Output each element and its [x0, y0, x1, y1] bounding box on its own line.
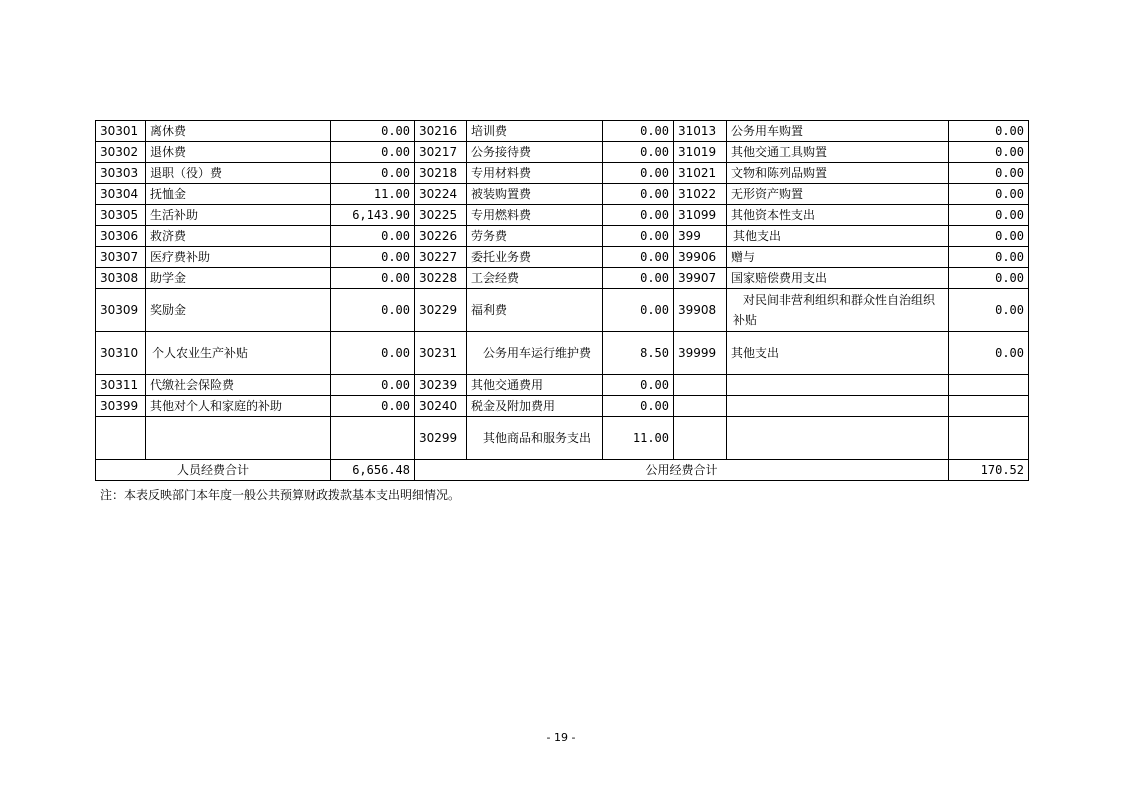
- item-name-cell: 公务用车运行维护费: [467, 332, 603, 375]
- public-total-label: 公用经费合计: [415, 460, 949, 481]
- amount-cell: 0.00: [603, 163, 674, 184]
- page-number: - 19 -: [546, 731, 576, 744]
- code-cell: 31019: [674, 142, 727, 163]
- code-cell: 30225: [415, 205, 467, 226]
- code-cell: 30308: [96, 268, 146, 289]
- code-cell: 30305: [96, 205, 146, 226]
- table-row: [96, 396, 1029, 417]
- amount-cell: 0.00: [949, 289, 1029, 332]
- amount-cell: 0.00: [603, 142, 674, 163]
- table-row: [96, 226, 1029, 247]
- code-cell: 30226: [415, 226, 467, 247]
- amount-cell: 0.00: [331, 289, 415, 332]
- code-cell: [674, 375, 727, 396]
- table-row: [96, 247, 1029, 268]
- code-cell: 30304: [96, 184, 146, 205]
- amount-cell: 0.00: [949, 142, 1029, 163]
- code-cell: 30306: [96, 226, 146, 247]
- amount-cell: 0.00: [603, 226, 674, 247]
- item-name-cell: 福利费: [467, 289, 603, 332]
- item-name-cell: [727, 375, 949, 396]
- amount-cell: 0.00: [331, 247, 415, 268]
- amount-cell: 8.50: [603, 332, 674, 375]
- item-name-cell: 生活补助: [146, 205, 331, 226]
- code-cell: 30299: [415, 417, 467, 460]
- code-cell: 30303: [96, 163, 146, 184]
- item-name-cell: 其他交通费用: [467, 375, 603, 396]
- code-cell: 30240: [415, 396, 467, 417]
- item-name-cell: 个人农业生产补贴: [146, 332, 331, 375]
- public-total-value: 170.52: [949, 460, 1029, 481]
- table-row: [96, 417, 1029, 460]
- amount-cell: 0.00: [949, 205, 1029, 226]
- amount-cell: 11.00: [603, 417, 674, 460]
- amount-cell: 0.00: [603, 205, 674, 226]
- amount-cell: 0.00: [949, 247, 1029, 268]
- code-cell: 30310: [96, 332, 146, 375]
- amount-cell: [949, 375, 1029, 396]
- code-cell: 30228: [415, 268, 467, 289]
- table-note: 注：本表反映部门本年度一般公共预算财政拨款基本支出明细情况。: [100, 488, 461, 502]
- item-name-cell: [727, 396, 949, 417]
- item-name-cell: 文物和陈列品购置: [727, 163, 949, 184]
- code-cell: 30311: [96, 375, 146, 396]
- amount-cell: 0.00: [603, 268, 674, 289]
- personnel-total-value: 6,656.48: [331, 460, 415, 481]
- item-name-cell: [727, 417, 949, 460]
- amount-cell: 0.00: [949, 184, 1029, 205]
- item-name-cell: 培训费: [467, 121, 603, 142]
- code-cell: [674, 417, 727, 460]
- code-cell: 39999: [674, 332, 727, 375]
- table-row: [96, 289, 1029, 332]
- amount-cell: 0.00: [949, 226, 1029, 247]
- amount-cell: 0.00: [331, 142, 415, 163]
- amount-cell: 0.00: [603, 247, 674, 268]
- amount-cell: 0.00: [331, 396, 415, 417]
- totals-row: [96, 460, 1029, 481]
- code-cell: 30399: [96, 396, 146, 417]
- table-row: [96, 142, 1029, 163]
- item-name-cell: 委托业务费: [467, 247, 603, 268]
- item-name-cell: 离休费: [146, 121, 331, 142]
- item-name-cell: 被装购置费: [467, 184, 603, 205]
- table-row: [96, 205, 1029, 226]
- item-name-cell: 代缴社会保险费: [146, 375, 331, 396]
- code-cell: 30229: [415, 289, 467, 332]
- table-row: [96, 332, 1029, 375]
- code-cell: 399: [674, 226, 727, 247]
- amount-cell: 0.00: [331, 332, 415, 375]
- item-name-cell: 退职（役）费: [146, 163, 331, 184]
- personnel-total-label: 人员经费合计: [96, 460, 331, 481]
- code-cell: 31099: [674, 205, 727, 226]
- amount-cell: 0.00: [331, 375, 415, 396]
- item-name-cell: 劳务费: [467, 226, 603, 247]
- table-row: [96, 121, 1029, 142]
- item-name-cell: 退休费: [146, 142, 331, 163]
- amount-cell: 0.00: [949, 121, 1029, 142]
- item-name-cell: 赠与: [727, 247, 949, 268]
- code-cell: 30302: [96, 142, 146, 163]
- code-cell: 30216: [415, 121, 467, 142]
- code-cell: 30309: [96, 289, 146, 332]
- item-name-cell: 国家赔偿费用支出: [727, 268, 949, 289]
- code-cell: 30239: [415, 375, 467, 396]
- item-name-cell: 工会经费: [467, 268, 603, 289]
- amount-cell: 0.00: [331, 226, 415, 247]
- code-cell: 31022: [674, 184, 727, 205]
- item-name-cell: 专用材料费: [467, 163, 603, 184]
- code-cell: [674, 396, 727, 417]
- table-row: [96, 375, 1029, 396]
- item-name-cell: 其他商品和服务支出: [467, 417, 603, 460]
- item-name-cell: 助学金: [146, 268, 331, 289]
- item-name-cell: 无形资产购置: [727, 184, 949, 205]
- item-name-cell: 其他支出: [727, 226, 949, 247]
- code-cell: 30217: [415, 142, 467, 163]
- amount-cell: 0.00: [603, 375, 674, 396]
- amount-cell: [949, 396, 1029, 417]
- code-cell: 31013: [674, 121, 727, 142]
- item-name-cell: 抚恤金: [146, 184, 331, 205]
- code-cell: 30231: [415, 332, 467, 375]
- code-cell: 30227: [415, 247, 467, 268]
- table-row: [96, 184, 1029, 205]
- amount-cell: 0.00: [331, 163, 415, 184]
- item-name-cell: 公务接待费: [467, 142, 603, 163]
- amount-cell: [949, 417, 1029, 460]
- amount-cell: 11.00: [331, 184, 415, 205]
- amount-cell: 0.00: [331, 121, 415, 142]
- amount-cell: 0.00: [949, 163, 1029, 184]
- amount-cell: 0.00: [331, 268, 415, 289]
- amount-cell: 0.00: [949, 332, 1029, 375]
- item-name-cell: 其他资本性支出: [727, 205, 949, 226]
- code-cell: 30307: [96, 247, 146, 268]
- item-name-cell: 对民间非营利组织和群众性自治组织补贴: [727, 289, 949, 332]
- amount-cell: 0.00: [603, 184, 674, 205]
- item-name-cell: 医疗费补助: [146, 247, 331, 268]
- amount-cell: 0.00: [603, 289, 674, 332]
- amount-cell: 6,143.90: [331, 205, 415, 226]
- code-cell: 31021: [674, 163, 727, 184]
- basic-expenditure-table: [95, 120, 1029, 481]
- code-cell: 39908: [674, 289, 727, 332]
- item-name-cell: 奖励金: [146, 289, 331, 332]
- code-cell: 30224: [415, 184, 467, 205]
- code-cell: 30301: [96, 121, 146, 142]
- item-name-cell: [146, 417, 331, 460]
- amount-cell: 0.00: [603, 121, 674, 142]
- amount-cell: 0.00: [603, 396, 674, 417]
- code-cell: [96, 417, 146, 460]
- amount-cell: [331, 417, 415, 460]
- code-cell: 30218: [415, 163, 467, 184]
- amount-cell: 0.00: [949, 268, 1029, 289]
- item-name-cell: 其他支出: [727, 332, 949, 375]
- item-name-cell: 税金及附加费用: [467, 396, 603, 417]
- item-name-cell: 其他对个人和家庭的补助: [146, 396, 331, 417]
- code-cell: 39906: [674, 247, 727, 268]
- item-name-cell: 救济费: [146, 226, 331, 247]
- table-row: [96, 268, 1029, 289]
- table-row: [96, 163, 1029, 184]
- item-name-cell: 其他交通工具购置: [727, 142, 949, 163]
- item-name-cell: 公务用车购置: [727, 121, 949, 142]
- item-name-cell: 专用燃料费: [467, 205, 603, 226]
- code-cell: 39907: [674, 268, 727, 289]
